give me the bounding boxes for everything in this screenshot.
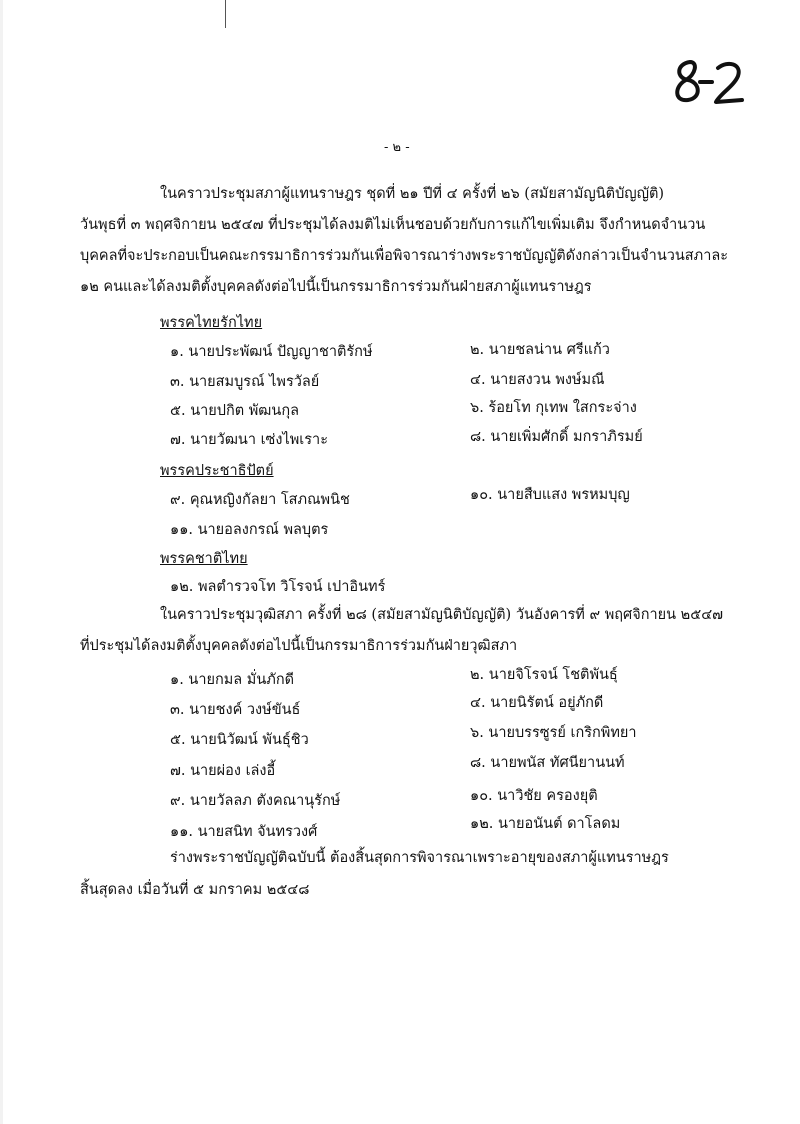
page-number: - ๒ - xyxy=(384,140,410,155)
paragraph2-line: ที่ประชุมได้ลงมติตั้งบุคคลดังต่อไปนี้เป็นกรรมาธิการร่วมกันฝ่ายวุฒิสภา xyxy=(80,638,518,654)
member-name: ๗. นายวัฒนา เซ่งไพเราะ xyxy=(170,432,328,448)
paragraph1-line: วันพุธที่ ๓ พฤศจิกายน ๒๕๔๗ ที่ประชุมได้ลงมติไม่เห็นชอบด้วยกับการแก้ไขเพิ่มเติม จึงกำหนดจำนวน xyxy=(80,217,706,233)
member-name: ๑๐. นาวิชัย ครองยุติ xyxy=(470,788,598,804)
member-name: ๗. นายผ่อง เล่งอี้ xyxy=(170,763,276,779)
member-name: ๑. นายประพัฒน์ ปัญญาชาติรักษ์ xyxy=(170,344,373,360)
paragraph1-line: ในคราวประชุมสภาผู้แทนราษฎร ชุดที่ ๒๑ ปีที่ ๔ ครั้งที่ ๒๖ (สมัยสามัญนิติบัญญัติ) xyxy=(160,186,665,202)
paragraph1-line: บุคคลที่จะประกอบเป็นคณะกรรมาธิการร่วมกันเพื่อพิจารณาร่างพระราชบัญญัติดังกล่าวเป็นจำนวนสภาละ xyxy=(80,248,729,264)
member-name: ๕. นายนิวัฒน์ พันธุ์ชิว xyxy=(170,732,309,748)
member-name: ๔. นายสงวน พงษ์มณี xyxy=(470,372,605,388)
member-name: ๙. นายวัลลภ ตังคณานุรักษ์ xyxy=(170,793,341,809)
member-name: ๓. นายสมบูรณ์ ไพรวัลย์ xyxy=(170,374,320,390)
member-name: ๙. คุณหญิงกัลยา โสภณพนิช xyxy=(170,492,350,508)
member-name: ๘. นายเพิ่มศักดิ์ มกราภิรมย์ xyxy=(470,429,643,445)
member-name: ๓. นายชงค์ วงษ์ขันธ์ xyxy=(170,702,301,718)
scan-edge xyxy=(0,0,3,1124)
member-name: ๑. นายกมล มั่นภักดี xyxy=(170,672,295,688)
scan-mark xyxy=(225,0,226,28)
member-name: ๔. นายนิรัตน์ อยู่ภักดี xyxy=(470,695,604,711)
member-name: ๖. ร้อยโท กุเทพ ใสกระจ่าง xyxy=(470,400,637,416)
member-name: ๖. นายบรรซูรย์ เกริกพิทยา xyxy=(470,725,637,741)
party-heading: พรรคไทยรักไทย xyxy=(160,315,263,331)
party-heading: พรรคประชาธิปัตย์ xyxy=(160,463,274,479)
paragraph3-line: ร่างพระราชบัญญัติฉบับนี้ ต้องสิ้นสุดการพิจารณาเพราะอายุของสภาผู้แทนราษฎร xyxy=(170,850,669,866)
party-heading: พรรคชาติไทย xyxy=(160,551,248,567)
member-name: ๘. นายพนัส ทัศนียานนท์ xyxy=(470,755,625,771)
member-name: ๑๒. นายอนันต์ ดาโลดม xyxy=(470,816,621,832)
member-name: ๑๒. พลตำรวจโท วิโรจน์ เปาอินทร์ xyxy=(170,579,386,595)
member-name: ๕. นายปกิต พัฒนกุล xyxy=(170,403,299,419)
handwritten-mark xyxy=(668,52,748,108)
member-name: ๑๑. นายอลงกรณ์ พลบุตร xyxy=(170,522,329,538)
member-name: ๑๑. นายสนิท จันทรวงศ์ xyxy=(170,824,318,840)
paragraph3-line: สิ้นสุดลง เมื่อวันที่ ๕ มกราคม ๒๕๔๘ xyxy=(80,882,310,898)
member-name: ๒. นายชลน่าน ศรีแก้ว xyxy=(470,342,610,358)
paragraph1-line: ๑๒ คนและได้ลงมติตั้งบุคคลดังต่อไปนี้เป็นกรรมาธิการร่วมกันฝ่ายสภาผู้แทนราษฎร xyxy=(80,279,592,295)
member-name: ๑๐. นายสืบแสง พรหมบุญ xyxy=(470,487,630,503)
paragraph2-line: ในคราวประชุมวุฒิสภา ครั้งที่ ๒๘ (สมัยสามัญนิติบัญญัติ) วันอังคารที่ ๙ พฤศจิกายน ๒๕๔๗ xyxy=(160,607,724,623)
member-name: ๒. นายจิโรจน์ โชติพันธุ์ xyxy=(470,667,618,683)
